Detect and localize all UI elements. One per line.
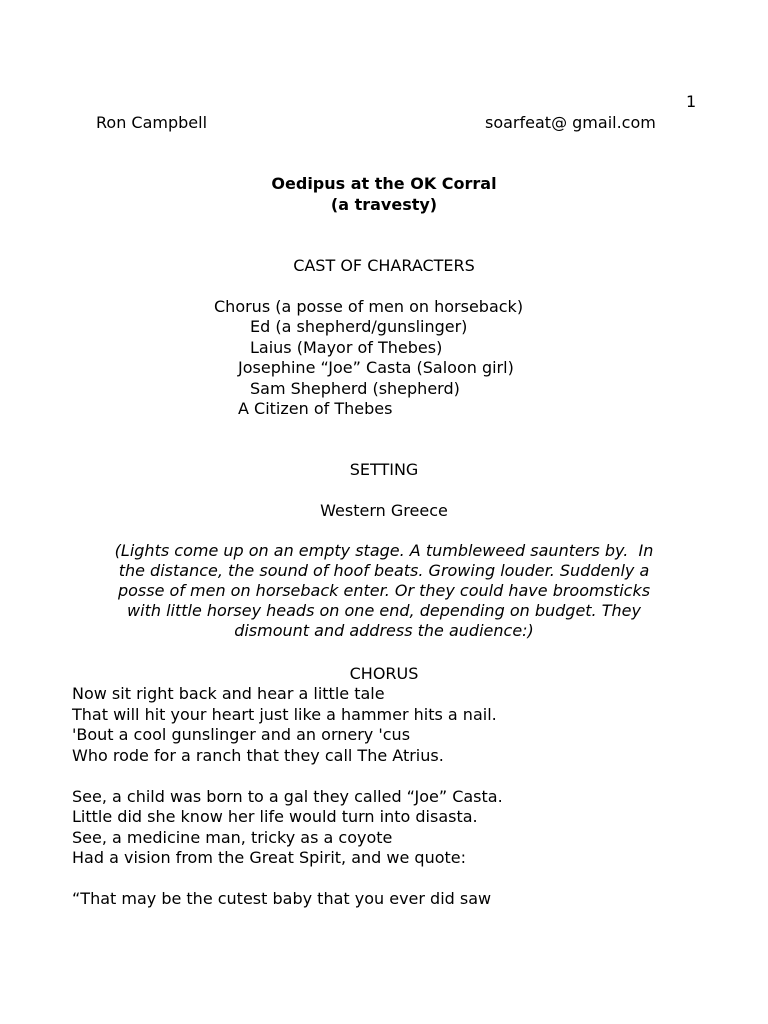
cast-member: Chorus (a posse of men on horseback) [214,297,524,316]
verse-line: That will hit your heart just like a hammer hits a nail. [72,705,497,724]
play-title: Oedipus at the OK Corral [271,174,497,193]
setting-heading: SETTING [349,460,419,479]
setting-place: Western Greece [320,501,448,520]
verse-line: See, a medicine man, tricky as a coyote [72,828,393,847]
cast-member: Ed (a shepherd/gunslinger) [250,317,468,336]
author-name: Ron Campbell [96,113,208,132]
cast-member: Sam Shepherd (shepherd) [250,379,460,398]
stage-direction-line: posse of men on horseback enter. Or they could have broomsticks [117,581,651,600]
verse-line: See, a child was born to a gal they called “Joe” Casta. [72,787,503,806]
cast-member: Josephine “Joe” Casta (Saloon girl) [238,358,514,377]
page-number: 1 [686,92,697,111]
stage-direction-line: the distance, the sound of hoof beats. Growing louder. Suddenly a [118,561,650,580]
stage-direction-line: (Lights come up on an empty stage. A tumbleweed saunters by. In [114,541,654,560]
verse-line: 'Bout a cool gunslinger and an ornery 'cus [72,725,411,744]
verse-line: Who rode for a ranch that they call The Atrius. [72,746,444,765]
stage-direction [60,541,708,641]
stage-direction-line: dismount and address the audience:) [234,621,534,640]
play-subtitle: (a travesty) [330,195,438,214]
cast-member: A Citizen of Thebes [238,399,393,418]
verse-line: “That may be the cutest baby that you ever did saw [72,889,492,908]
verse-line: Now sit right back and hear a little tale [72,684,385,703]
speaker-name: CHORUS [349,664,419,683]
stage-direction-line: with little horsey heads on one end, depending on budget. They [127,601,641,620]
cast-member: Laius (Mayor of Thebes) [250,338,443,357]
verse-line: Little did she know her life would turn into disasta. [72,807,478,826]
cast-heading: CAST OF CHARACTERS [293,256,475,275]
verse-line: Had a vision from the Great Spirit, and we quote: [72,848,466,867]
author-email: soarfeat@ gmail.com [485,113,656,132]
